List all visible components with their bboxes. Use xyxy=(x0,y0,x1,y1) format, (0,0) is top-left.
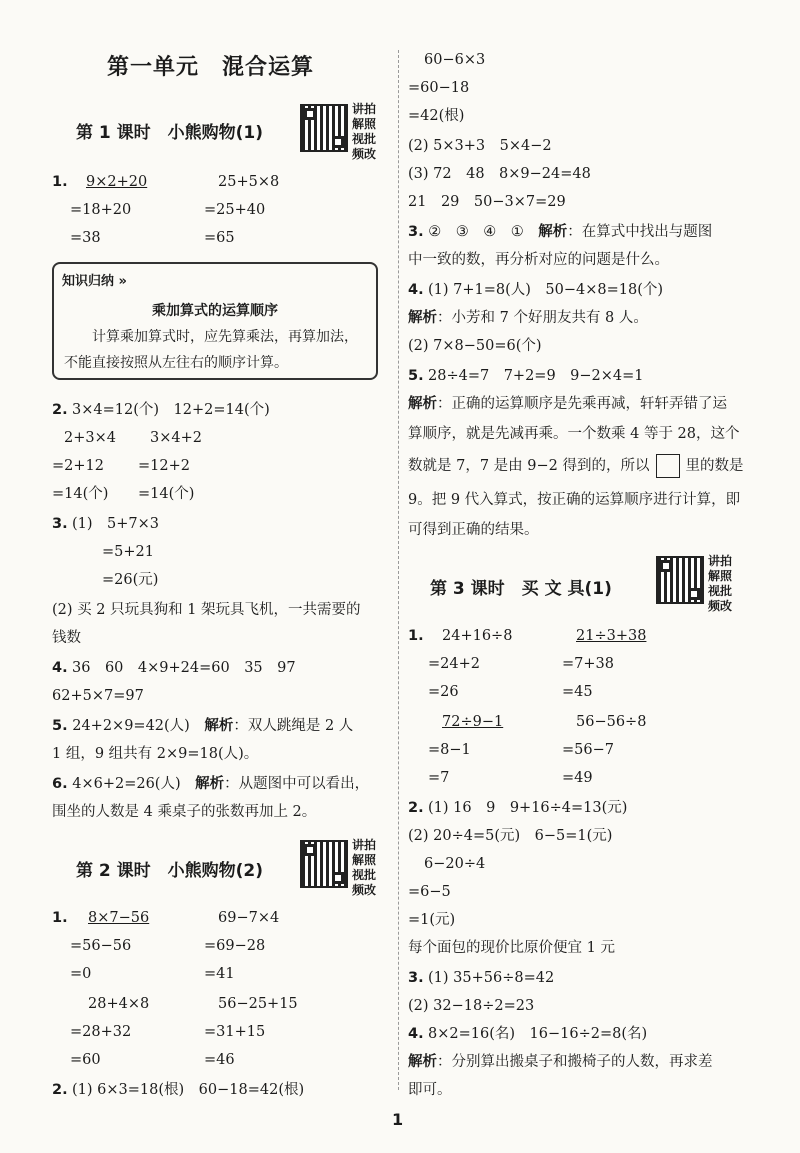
l1-q6-answer: 4×6+2=26(人) xyxy=(72,776,196,792)
l3-q2-l5: =1(元) xyxy=(408,912,456,928)
l1-q2-b2: =12+2 xyxy=(138,458,190,474)
l3-q1-b3: =45 xyxy=(562,684,593,700)
l1-q2-num: 2. xyxy=(52,402,68,418)
l3-q1-d1: 56−56÷8 xyxy=(576,714,647,730)
l2-q1-a2: =56−56 xyxy=(70,938,132,954)
l2-q4-l2: ：小芳和 7 个好朋友共有 8 人。 xyxy=(437,310,648,326)
l2-q5-l3: 算顺序，就是先减再乘。一个数乘 4 等于 28，这个 xyxy=(408,426,740,442)
l2-q4-num: 4. xyxy=(408,282,424,298)
l1-q2-b3: =14(个) xyxy=(138,486,195,502)
l2-q2-r1: 60−6×3 xyxy=(424,52,486,68)
l3-q2-l6: 每个面包的现价比原价便宜 1 元 xyxy=(408,940,615,956)
l1-q5-num: 5. xyxy=(52,718,68,734)
l1-q6-l2: 围坐的人数是 4 乘桌子的张数再加上 2。 xyxy=(52,804,317,820)
l2-q1-b1: 69−7×4 xyxy=(218,910,280,926)
l1-q1-b1: 25+5×8 xyxy=(218,174,280,190)
l2-q2-r4: (2) 5×3+3 5×4−2 xyxy=(408,138,552,154)
l1-q1-num: 1. xyxy=(52,174,68,190)
l2-q3-answer: ② ③ ④ ① xyxy=(428,224,539,240)
l2-q5-label: 解析 xyxy=(408,396,437,412)
l2-q5-l2: ：正确的运算顺序是先乘再减，轩轩弄错了运 xyxy=(437,396,727,412)
l2-q5-l4a: 数就是 7，7 是由 9−2 得到的，所以 xyxy=(408,458,650,474)
l1-q2-a2: =2+12 xyxy=(52,458,104,474)
column-divider xyxy=(398,50,399,1090)
l3-q1-c2: =8−1 xyxy=(428,742,471,758)
l1-q5-line1 xyxy=(52,716,353,736)
blank-box xyxy=(656,454,680,478)
l2-q1-c1: 28+4×8 xyxy=(88,996,150,1012)
l3-q2-l3: 6−20÷4 xyxy=(424,856,486,872)
l1-q4-num: 4. xyxy=(52,660,68,676)
l1-q1-a3: =38 xyxy=(70,230,101,246)
l3-q1-a1: 24+16÷8 xyxy=(442,628,513,644)
l2-q2-r3: =42(根) xyxy=(408,108,465,124)
l2-q4-l1: (1) 7+1=8(人) 50−4×8=18(个) xyxy=(428,282,664,298)
l3-q4-line2 xyxy=(408,1052,713,1072)
l2-q3-l1b: ：在算式中找出与题图 xyxy=(567,224,713,240)
lesson-3-title: 第 3 课时 买 文 具(1) xyxy=(430,579,612,599)
l1-q1-a1: 9×2+20 xyxy=(86,174,148,190)
l3-q4-label: 解析 xyxy=(408,1054,437,1070)
l3-q3-num: 3. xyxy=(408,970,424,986)
l2-q5-line4 xyxy=(408,454,744,478)
l3-q3-l1: (1) 35+56÷8=42 xyxy=(428,970,555,986)
l1-q2-a1: 2+3×4 xyxy=(64,430,116,446)
l1-q3-l1: (1) 5+7×3 xyxy=(72,516,160,532)
l1-q3-l5: 钱数 xyxy=(52,630,81,646)
l1-q3-l2: =5+21 xyxy=(102,544,154,560)
l2-q4-l3: (2) 7×8−50=6(个) xyxy=(408,338,542,354)
l1-q5-label: 解析 xyxy=(204,718,234,734)
qr-code-icon[interactable] xyxy=(300,104,348,152)
l3-q1-a3: =26 xyxy=(428,684,459,700)
l1-q4-l2: 62+5×7=97 xyxy=(52,688,144,704)
l3-q4-l3: 即可。 xyxy=(408,1082,452,1098)
l1-q6-num: 6. xyxy=(52,776,68,792)
box-title: 乘加算式的运算顺序 xyxy=(152,303,278,319)
l1-q5-l2: 1 组，9 组共有 2×9=18(人)。 xyxy=(52,746,259,762)
l1-q2-line1: 3×4=12(个) 12+2=14(个) xyxy=(72,402,270,418)
l1-q3-l3: =26(元) xyxy=(102,572,159,588)
l2-q2-num: 2. xyxy=(52,1082,68,1098)
l3-q2-l4: =6−5 xyxy=(408,884,451,900)
l3-q1-c1: 72÷9−1 xyxy=(442,714,504,730)
lesson-1-title: 第 1 课时 小熊购物(1) xyxy=(76,123,264,143)
l2-q5-l4b: 里的数是 xyxy=(685,458,744,474)
l1-q5-l1b: ：双人跳绳是 2 人 xyxy=(233,718,354,734)
l2-q4-line2 xyxy=(408,308,648,328)
page-number: 1 xyxy=(392,1110,404,1129)
l2-q3-num: 3. xyxy=(408,224,424,240)
l1-q3-num: 3. xyxy=(52,516,68,532)
l2-q1-c2: =28+32 xyxy=(70,1024,132,1040)
lesson-2-title: 第 2 课时 小熊购物(2) xyxy=(76,861,264,881)
l1-q2-a3: =14(个) xyxy=(52,486,109,502)
l2-q1-b2: =69−28 xyxy=(204,938,266,954)
l3-q2-l2: (2) 20÷4=5(元) 6−5=1(元) xyxy=(408,828,613,844)
l1-q6-label: 解析 xyxy=(195,776,225,792)
l2-q2-r5: (3) 72 48 8×9−24=48 xyxy=(408,166,591,182)
l2-q3-line1 xyxy=(408,222,712,242)
l3-q1-c3: =7 xyxy=(428,770,450,786)
l2-q5-line2 xyxy=(408,394,727,414)
box-tag: 知识归纳 » xyxy=(62,274,127,289)
l2-q2-r6: 21 29 50−3×7=29 xyxy=(408,194,566,210)
l2-q1-c3: =60 xyxy=(70,1052,101,1068)
l2-q1-a1: 8×7−56 xyxy=(88,910,150,926)
l2-q1-d2: =31+15 xyxy=(204,1024,266,1040)
l1-q2-b1: 3×4+2 xyxy=(150,430,202,446)
knowledge-summary-box xyxy=(52,262,378,380)
qr-caption: 讲拍解照视批频改 xyxy=(708,554,733,613)
l1-q1-b3: =65 xyxy=(204,230,235,246)
l2-q5-l1: 28÷4=7 7+2=9 9−2×4=1 xyxy=(428,368,644,384)
qr-caption: 讲拍解照视批频改 xyxy=(352,102,377,161)
l3-q1-d3: =49 xyxy=(562,770,593,786)
l2-q5-l5: 9。把 9 代入算式，按正确的运算顺序进行计算，即 xyxy=(408,492,741,508)
l1-q1-a2: =18+20 xyxy=(70,202,132,218)
l1-q6-l1b: ：从题图中可以看出， xyxy=(224,776,370,792)
l2-q3-label: 解析 xyxy=(538,224,568,240)
l1-q4-l1: 36 60 4×9+24=60 35 97 xyxy=(72,660,296,676)
l2-q3-l2: 中一致的数，再分析对应的问题是什么。 xyxy=(408,252,669,268)
qr-code-icon[interactable] xyxy=(300,840,348,888)
l2-q1-d1: 56−25+15 xyxy=(218,996,298,1012)
l2-q1-a3: =0 xyxy=(70,966,92,982)
l3-q4-l2: ：分别算出搬桌子和搬椅子的人数，再求差 xyxy=(437,1054,713,1070)
l2-q1-d3: =46 xyxy=(204,1052,235,1068)
l3-q1-b2: =7+38 xyxy=(562,656,614,672)
qr-code-icon[interactable] xyxy=(656,556,704,604)
l2-q4-label: 解析 xyxy=(408,310,437,326)
l3-q1-b1: 21÷3+38 xyxy=(576,628,647,644)
qr-caption: 讲拍解照视批频改 xyxy=(352,838,377,897)
l3-q2-l1: (1) 16 9 9+16÷4=13(元) xyxy=(428,800,628,816)
l3-q1-d2: =56−7 xyxy=(562,742,614,758)
l3-q4-num: 4. xyxy=(408,1026,424,1042)
l3-q1-num: 1. xyxy=(408,628,424,644)
l1-q5-answer: 24+2×9=42(人) xyxy=(72,718,205,734)
l2-q1-b3: =41 xyxy=(204,966,235,982)
l3-q1-a2: =24+2 xyxy=(428,656,480,672)
l2-q1-num: 1. xyxy=(52,910,68,926)
l3-q4-l1: 8×2=16(名) 16−16÷2=8(名) xyxy=(428,1026,648,1042)
unit-title: 第一单元 混合运算 xyxy=(107,55,315,80)
l3-q2-num: 2. xyxy=(408,800,424,816)
box-text: 计算乘加算式时，应先算乘法，再算加法，不能直接按照从左往右的顺序计算。 xyxy=(64,329,358,371)
l2-q5-l6: 可得到正确的结果。 xyxy=(408,522,539,538)
l2-q2-r2: =60−18 xyxy=(408,80,470,96)
l2-q2-l1: (1) 6×3=18(根) 60−18=42(根) xyxy=(72,1082,305,1098)
l1-q3-l4: (2) 买 2 只玩具狗和 1 架玩具飞机，一共需要的 xyxy=(52,602,361,618)
l1-q1-b2: =25+40 xyxy=(204,202,266,218)
l3-q3-l2: (2) 32−18÷2=23 xyxy=(408,998,535,1014)
l1-q6-line1 xyxy=(52,774,369,794)
l2-q5-num: 5. xyxy=(408,368,424,384)
